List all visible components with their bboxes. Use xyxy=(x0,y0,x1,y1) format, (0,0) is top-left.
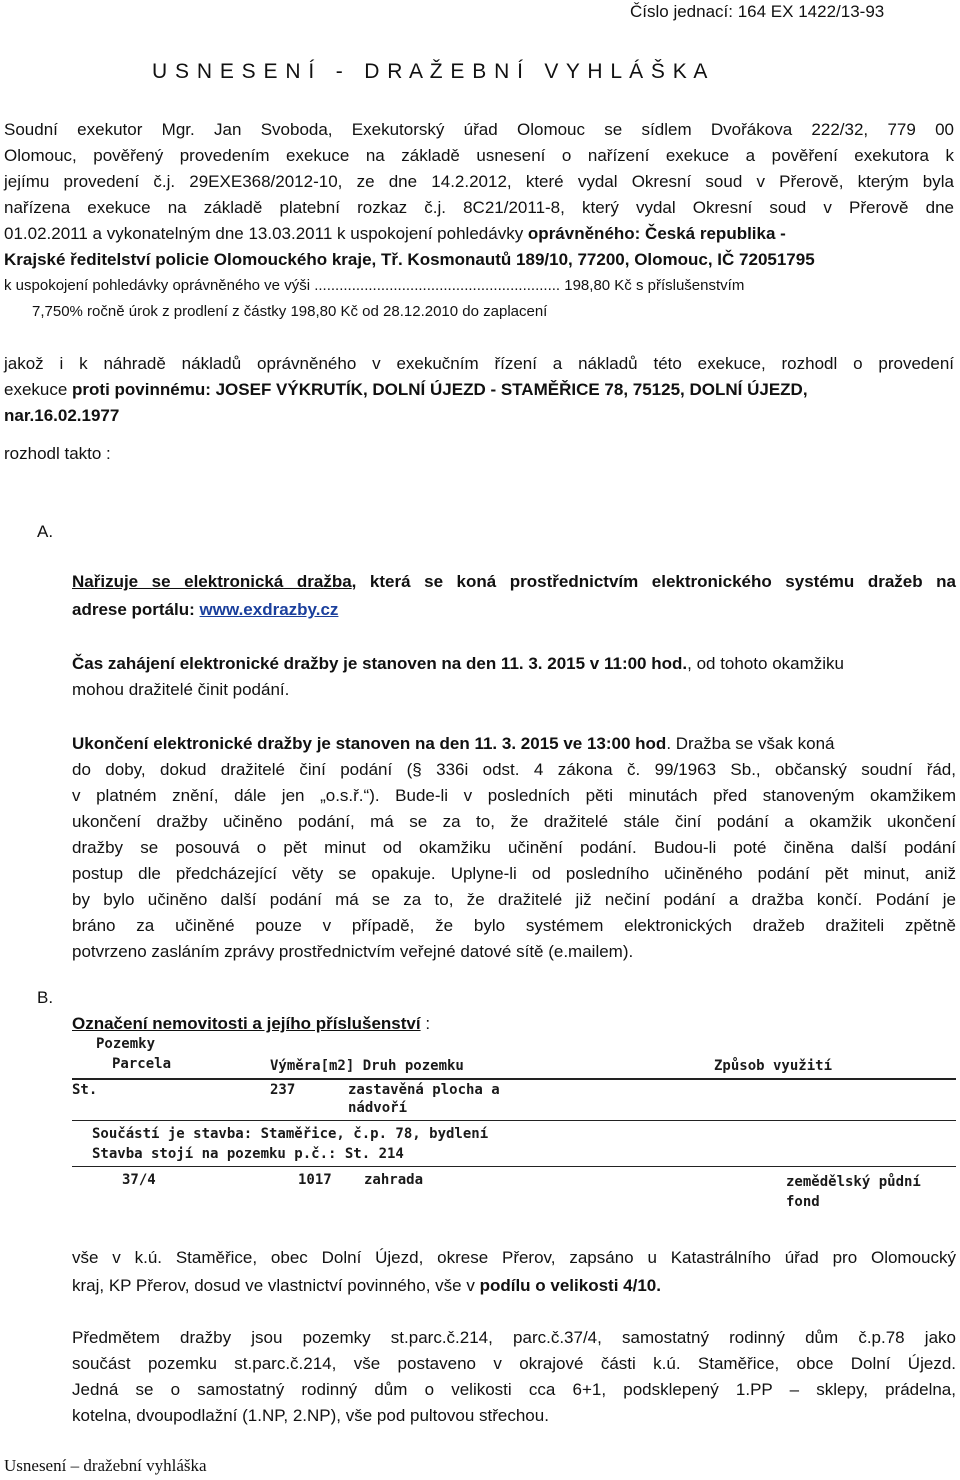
auction-start-line: mohou dražitelé činit podání. xyxy=(72,680,290,699)
deed-building-note: Součástí je stavba: Staměřice, č.p. 78, bydlení xyxy=(92,1126,489,1142)
intro-line: nařízena exekuce na základě platební rozkaz č.j. 8C21/2011-8, který vydal Okresní soud v Přerově dne xyxy=(4,198,954,217)
deed-kind: zastavěná plocha a xyxy=(348,1082,500,1098)
portal-label: adrese portálu: xyxy=(72,600,195,619)
deed-use: zemědělský půdní xyxy=(786,1174,921,1190)
auction-end-line: do doby, dokud dražitelé činí podání (§ 336i odst. 4 zákona č. 99/1963 Sb., občanský soudní řád, xyxy=(72,760,956,779)
deed-use: fond xyxy=(786,1194,820,1210)
deed-parcel: 37/4 xyxy=(122,1172,156,1188)
deed-parcel: St. xyxy=(72,1082,98,1098)
deed-area: 237 xyxy=(270,1082,296,1098)
auction-order-text: , která se koná prostřednictvím elektronického systému dražeb na xyxy=(351,572,956,591)
intro-line: Soudní exekutor Mgr. Jan Svoboda, Exekutorský úřad Olomouc se sídlem Dvořákova 222/32, 779 00 xyxy=(4,120,954,139)
deed-header-parcela: Parcela xyxy=(112,1056,172,1072)
auction-start-text: , od tohoto okamžiku xyxy=(687,654,844,673)
auction-end-line: by bylo učiněno další podání má se za to, že dražitelé již nečiní podání a dražba končí. Podání je xyxy=(72,890,956,909)
document-title: U S N E S E N Í - D R A Ž E B N Í V Y H L Á Š K A xyxy=(152,60,709,83)
deed-header-area-kind: Výměra[m2] Druh pozemku xyxy=(270,1058,464,1074)
auction-end-line: dražby se posouvá o pět minut od okamžiku učinění podání. Budou-li poté činěna další podání xyxy=(72,838,956,857)
intro-line xyxy=(4,222,954,246)
costs-text: exekuce xyxy=(4,380,73,399)
auction-start-line xyxy=(72,652,844,676)
subject-line: kotelna, dvoupodlažní (1.NP, 2.NP), vše pod pultovou střechou. xyxy=(72,1406,549,1425)
deed-kind: zahrada xyxy=(364,1172,424,1188)
auction-end-line: bráno za učiněné pouze v případě, že bylo systémem elektronických dražeb dražiteli zpětně xyxy=(72,916,956,935)
intro-line: jejímu provedení č.j. 29EXE368/2012-10, ze dne 14.2.2012, které vydal Okresní soud v Přerově, kterým byla xyxy=(4,172,954,191)
decision-label: rozhodl takto : xyxy=(4,444,111,463)
auction-order-heading: Nařizuje se elektronická dražba xyxy=(72,572,352,591)
auction-end-line: potvrzeno zasláním zprávy prostřednictvím veřejné datové sítě (e.mailem). xyxy=(72,942,634,961)
auction-start-time: Čas zahájení elektronické dražby je stanoven na den 11. 3. 2015 v 11:00 hod. xyxy=(72,654,688,673)
subject-line: Předmětem dražby jsou pozemky st.parc.č.214, parc.č.37/4, samostatný rodinný dům č.p.78 jako xyxy=(72,1328,956,1347)
page-footer: Usnesení – dražební vyhláška xyxy=(4,1456,207,1475)
property-heading: Označení nemovitosti a jejího příslušenství : xyxy=(72,1014,431,1033)
creditor-label: oprávněného: Česká republika - xyxy=(527,224,786,243)
ownership-share: podílu o velikosti 4/10. xyxy=(479,1276,661,1295)
deed-building-land: Stavba stojí na pozemku p.č.: St. 214 xyxy=(92,1146,404,1162)
portal-link[interactable]: www.exdrazby.cz xyxy=(199,600,339,619)
auction-end-text: . Dražba se však koná xyxy=(666,734,835,753)
auction-end-time: Ukončení elektronické dražby je stanoven na den 11. 3. 2015 ve 13:00 hod xyxy=(72,734,667,753)
intro-text: 01.02.2011 a vykonatelným dne 13.03.2011 k uspokojení pohledávky xyxy=(4,224,528,243)
debtor-birthdate: nar.16.02.1977 xyxy=(4,406,120,425)
creditor-address: Kosmonautů 189/10, 77200, Olomouc, IČ 72051795 xyxy=(402,250,815,269)
intro-line: Olomouc, pověřený provedením exekuce na základě usnesení o nařízení exekuce a pověření exekutora k xyxy=(4,146,954,165)
subject-line: Jedná se o samostatný rodinný dům o velikosti cca 6+1, podsklepený 1.PP – sklepy, prádelna, xyxy=(72,1380,956,1399)
case-number: Číslo jednací: 164 EX 1422/13-93 xyxy=(630,2,885,21)
deed-header-use: Způsob využití xyxy=(714,1058,833,1074)
deed-rule xyxy=(72,1120,956,1121)
intro-line xyxy=(4,248,815,272)
ownership-line: vše v k.ú. Staměřice, obec Dolní Újezd, okrese Přerov, zapsáno u Katastrálního úřad pro Olomoucký xyxy=(72,1248,956,1267)
creditor-name: Krajské ředitelství policie Olomouckého kraje, Tř. xyxy=(4,250,403,269)
section-b-marker: B. xyxy=(37,988,54,1007)
debtor: proti povinnému: JOSEF VÝKRUTÍK, DOLNÍ ÚJEZD - STAMĚŘICE 78, 75125, DOLNÍ ÚJEZD, xyxy=(72,380,808,399)
ownership-line: kraj, KP Přerov, dosud ve vlastnictví povinného, vše v podílu o velikosti 4/10. xyxy=(72,1276,661,1295)
interest-line: 7,750% ročně úrok z prodlení z částky 198,80 Kč od 28.12.2010 do zaplacení xyxy=(32,303,548,320)
auction-end-line: v platném znění, dále jen „o.s.ř.“). Bude-li v posledních pěti minutách před stanoveným okamžikem xyxy=(72,786,956,805)
claim-amount: k uspokojení pohledávky oprávněného ve výši ........................................................... 198,80 Kč s příslušenstvím xyxy=(4,277,745,294)
section-a-marker: A. xyxy=(37,522,54,541)
costs-line xyxy=(4,378,808,402)
subject-line: součást pozemku st.parc.č.214, vše postaveno v okrajové části k.ú. Staměřice, obce Dolní Újezd. xyxy=(72,1354,956,1373)
auction-order-line xyxy=(72,570,956,594)
auction-end-line: ukončení dražby učiněno podání, má se za to, že dražitelé stále činí podání a okamžik ukončení xyxy=(72,812,956,831)
deed-header-pozemky: Pozemky xyxy=(96,1036,156,1052)
property-deed-table xyxy=(72,1032,956,1222)
costs-line: jakož i k náhradě nákladů oprávněného v exekučním řízení a nákladů této exekuce, rozhodl o provedení xyxy=(4,354,954,373)
deed-rule xyxy=(72,1166,956,1167)
auction-order-line xyxy=(72,598,338,622)
deed-area: 1017 xyxy=(298,1172,332,1188)
deed-kind: nádvoří xyxy=(348,1100,408,1116)
auction-end-line: postup dle předcházející věty se opakuje. Uplyne-li od posledního učiněného podání pět minut, aniž xyxy=(72,864,956,883)
auction-end-line xyxy=(72,732,835,756)
deed-rule xyxy=(72,1078,956,1080)
